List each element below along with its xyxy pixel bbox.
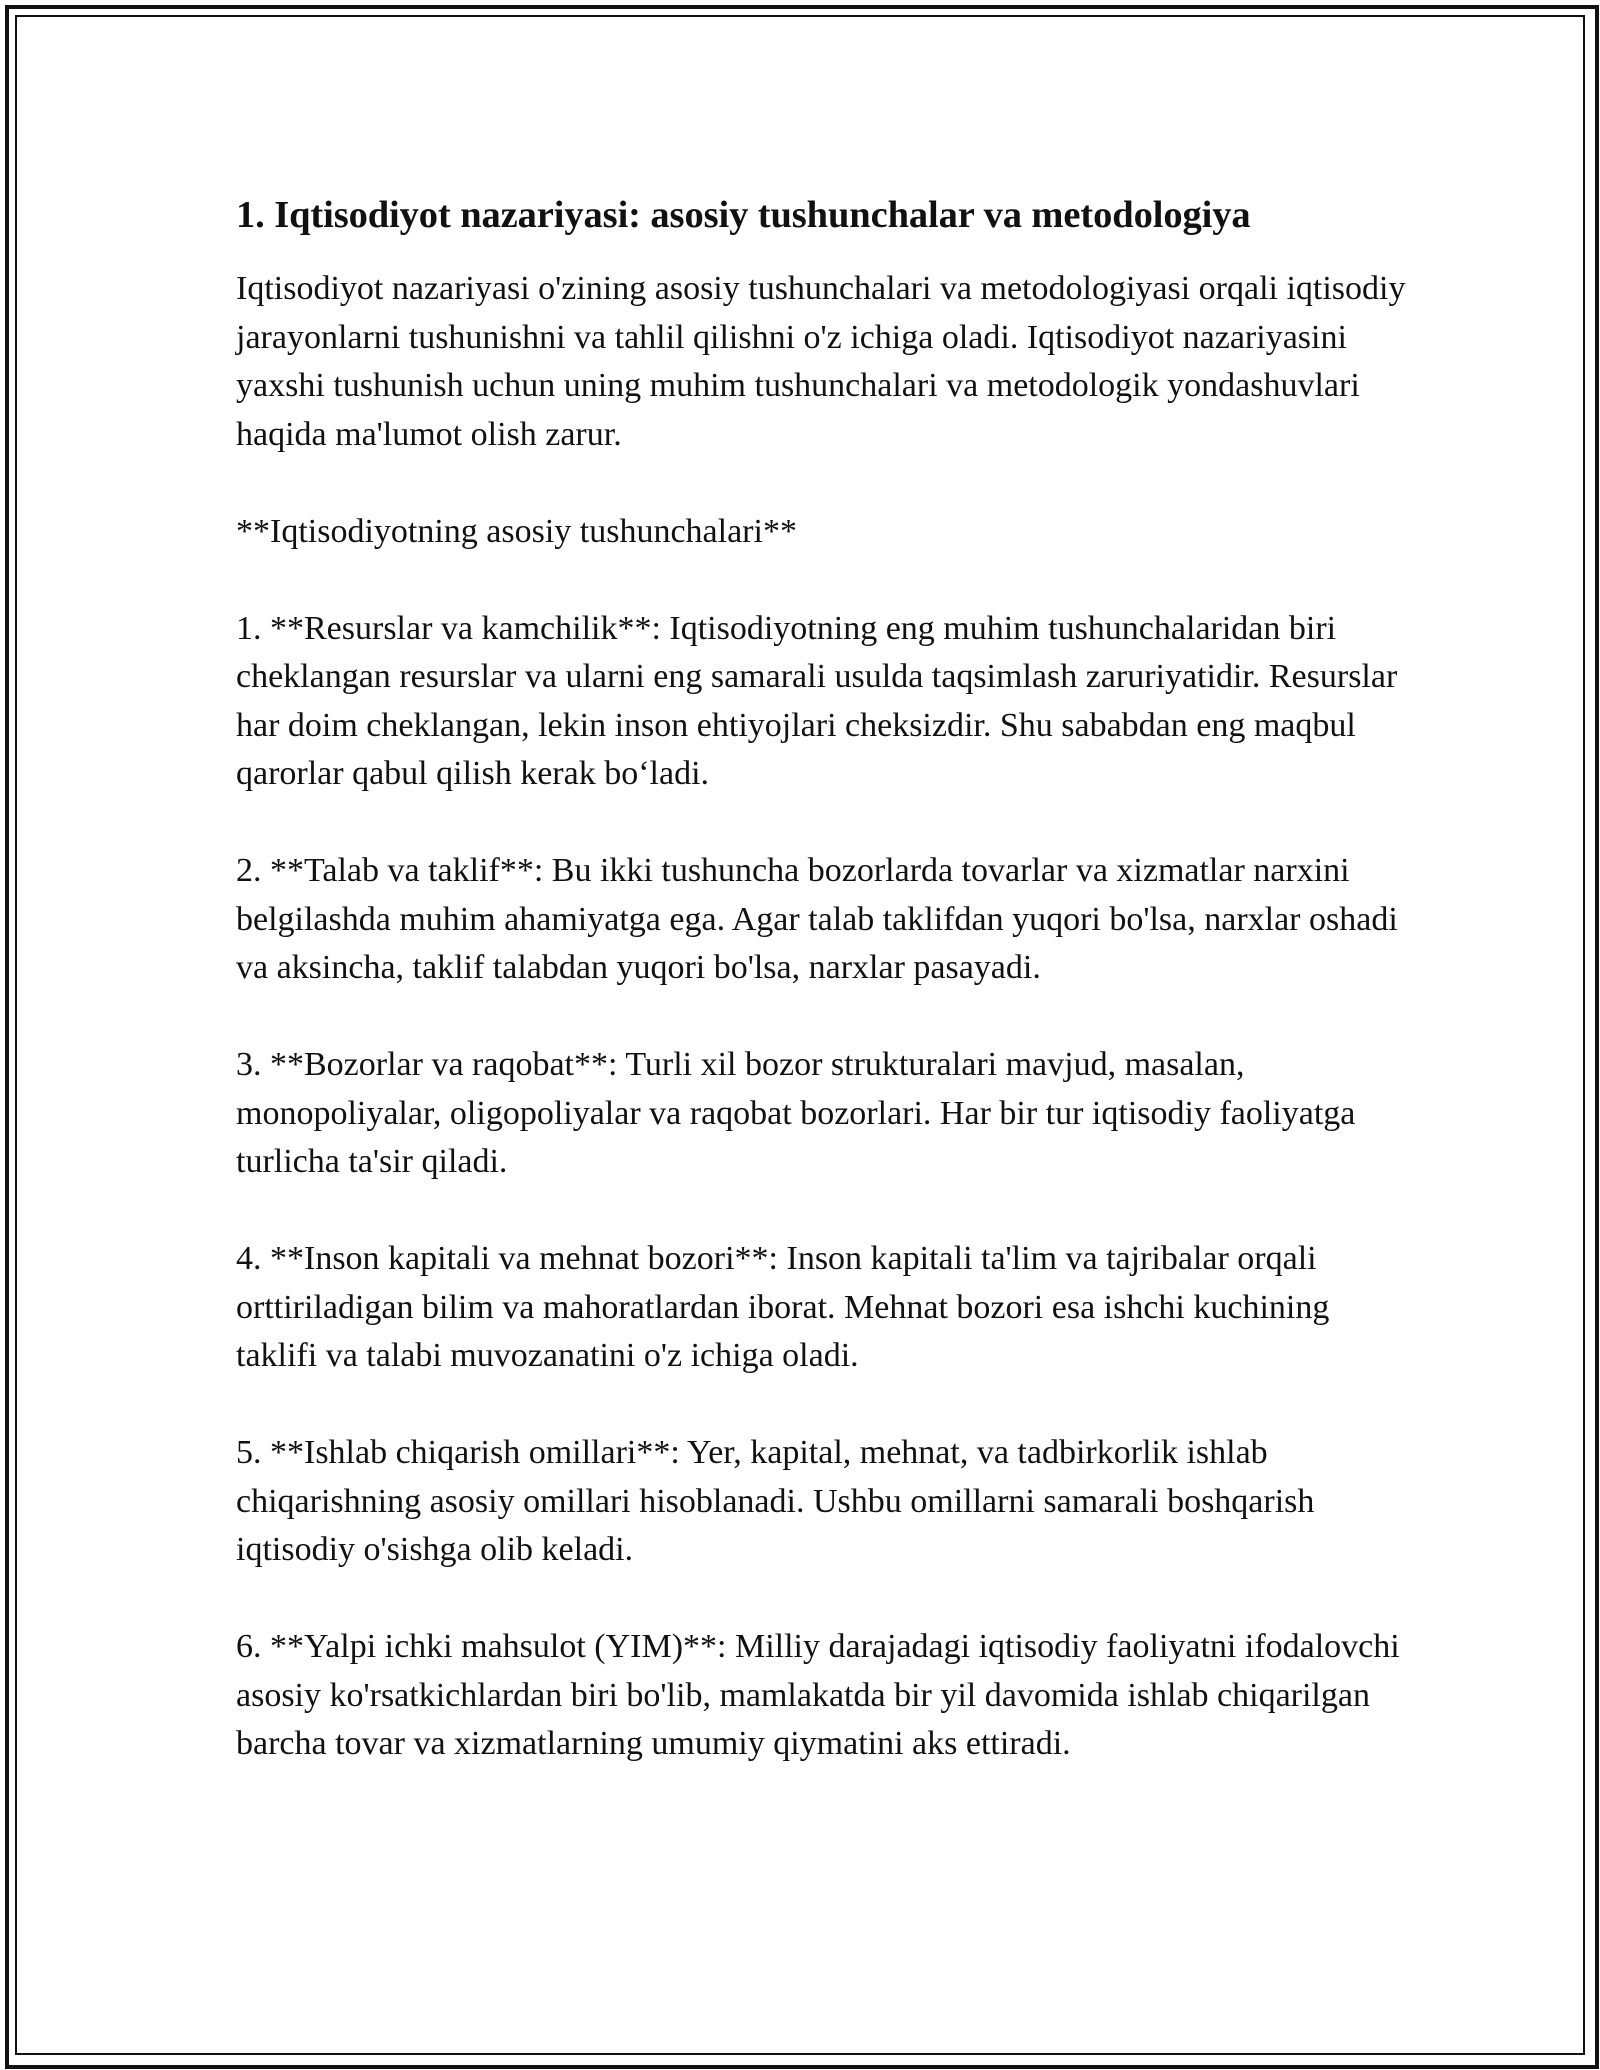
list-item-resources: 1. **Resurslar va kamchilik**: Iqtisodiyotning eng muhim tushunchalaridan biri cheklangan resurslar va ularni eng samarali usulda taqsimlash zaruriyatidir. Resurslar har doim cheklangan, lekin inson ehtiyojlari cheksizdir. Shu sababdan eng maqbul qarorlar qabul qilish kerak boʻladi. [236,609,1398,792]
list-item-markets: 3. **Bozorlar va raqobat**: Turli xil bozor strukturalari mavjud, masalan, monopoliyalar, oligopoliyalar va raqobat bozorlari. Har bir tur iqtisodiy faoliyatga turlicha ta'sir qiladi. [236,1046,1356,1180]
section-heading: **Iqtisodiyotning asosiy tushunchalari** [236,512,797,550]
list-item-production-factors: 5. **Ishlab chiqarish omillari**: Yer, kapital, mehnat, va tadbirkorlik ishlab chiqarishning asosiy omillari hisoblanadi. Ushbu omillarni samarali boshqarish iqtisodiy o'sishga olib keladi. [236,1434,1315,1568]
page-title: 1. Iqtisodiyot nazariyasi: asosiy tushunchalar va metodologiya [236,194,1251,236]
list-item-human-capital: 4. **Inson kapitali va mehnat bozori**: Inson kapitali ta'lim va tajribalar orqali orttiriladigan bilim va mahoratlardan iborat. Mehnat bozori esa ishchi kuchining taklifi va talabi muvozanatini o'z ichiga oladi. [236,1240,1330,1374]
list-item-gdp: 6. **Yalpi ichki mahsulot (YIM)**: Milliy darajadagi iqtisodiy faoliyatni ifodalovchi asosiy ko'rsatkichlardan biri bo'lib, mamlakatda bir yil davomida ishlab chiqarilgan barcha tovar va xizmatlarning umumiy qiymatini aks ettiradi. [236,1628,1400,1762]
intro-paragraph: Iqtisodiyot nazariyasi o'zining asosiy tushunchalari va metodologiyasi orqali iqtisodiy jarayonlarni tushunishni va tahlil qilishni o'z ichiga oladi. Iqtisodiyot nazariyasini yaxshi tushunish uchun uning muhim tushunchalari va metodologik yondashuvlari haqida ma'lumot olish zarur. [236,270,1406,453]
document-body [236,188,1406,1817]
list-item-demand-supply: 2. **Talab va taklif**: Bu ikki tushuncha bozorlarda tovarlar va xizmatlar narxini belgilashda muhim ahamiyatga ega. Agar talab taklifdan yuqori bo'lsa, narxlar oshadi va aksincha, taklif talabdan yuqori bo'lsa, narxlar pasayadi. [236,852,1398,986]
